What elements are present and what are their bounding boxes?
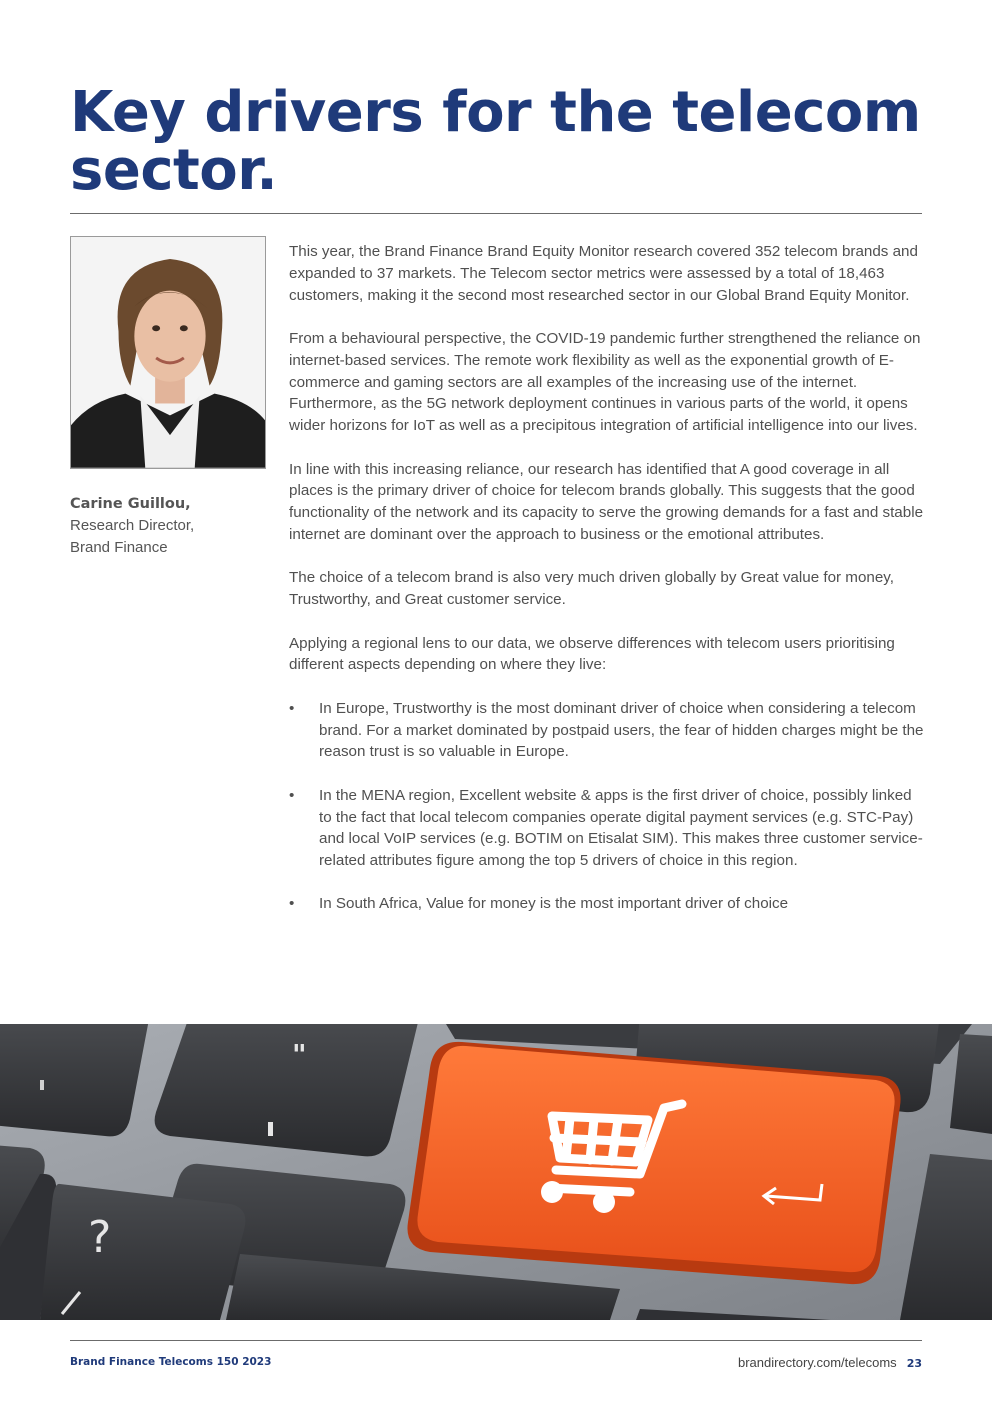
portrait-illustration — [71, 237, 265, 468]
title-line-1: Key drivers for the telecom — [70, 80, 921, 145]
author-caption — [70, 493, 270, 559]
list-item-text: In the MENA region, Excellent website & apps is the first driver of choice, possibly linked to the fact that local telecom companies operate digital payment services (e.g. STC-Pay) and local VoIP services (e.g. BOTIM on Etisalat SIM). This makes three customer service-related attributes figure among the top 5 drivers of choice in this region. — [319, 786, 923, 870]
author-role: Research Director, — [70, 517, 195, 534]
bottom-divider — [70, 1340, 922, 1341]
list-item — [289, 698, 925, 763]
list-item — [289, 785, 925, 872]
key-quote-label: " — [292, 1038, 307, 1071]
keyboard-photo — [0, 1024, 992, 1320]
page-title — [70, 80, 930, 203]
footer-right — [738, 1355, 922, 1370]
bullet-icon: • — [289, 786, 295, 804]
bullet-icon: • — [289, 895, 295, 913]
paragraph: Applying a regional lens to our data, we observe differences with telecom users prioritising different aspects depending on where they live: — [289, 634, 895, 674]
regional-bullet-list — [289, 698, 925, 916]
keyboard-illustration — [0, 1024, 992, 1320]
paragraph: From a behavioural perspective, the COVID-19 pandemic further strengthened the reliance on internet-based services. The remote work flexibility as well as the exponential growth of E-commerce and gaming sectors are all examples of the increasing use of the internet. Furthermore, as the 5G network deployment continues in various parts of the world, it opens wider horizons for IoT as well as a precipitous integration of artificial intelligence into our lives. — [289, 329, 921, 435]
author-portrait — [70, 236, 266, 469]
key-question-label: ? — [88, 1212, 112, 1263]
list-item-text: In South Africa, Value for money is the most important driver of choice — [319, 895, 789, 913]
footer-publication: Brand Finance Telecoms 150 2023 — [70, 1356, 272, 1368]
footer-url[interactable]: brandirectory.com/telecoms — [737, 1355, 897, 1370]
paragraph: The choice of a telecom brand is also very much driven globally by Great value for money, Trustworthy, and Great customer service. — [289, 569, 894, 609]
paragraph: This year, the Brand Finance Brand Equity Monitor research covered 352 telecom brands and expanded to 37 markets. The Telecom sector metrics were assessed by a total of 18,463 customers, making it the second most researched sector in our Global Brand Equity Monitor. — [289, 243, 918, 304]
list-item-text: In Europe, Trustworthy is the most dominant driver of choice when considering a telecom brand. For a market dominated by postpaid users, the fear of hidden charges might be the reason trust is so valuable in Europe. — [319, 699, 924, 761]
author-company: Brand Finance — [70, 539, 168, 556]
page-number: 23 — [906, 1357, 922, 1370]
paragraph: In line with this increasing reliance, our research has identified that A good coverage in all places is the primary driver of choice for telecom brands globally. This suggests that the good functionality of the network and its capacity to serve the growing demands for a fast and stable internet are dominant over the approach to business or the emotional attributes. — [289, 460, 924, 543]
list-item — [289, 893, 925, 915]
author-name: Carine Guillou, — [70, 496, 191, 512]
title-line-2: sector. — [70, 138, 278, 203]
top-divider — [70, 213, 922, 214]
bullet-icon: • — [289, 699, 295, 717]
article-body — [289, 241, 925, 937]
